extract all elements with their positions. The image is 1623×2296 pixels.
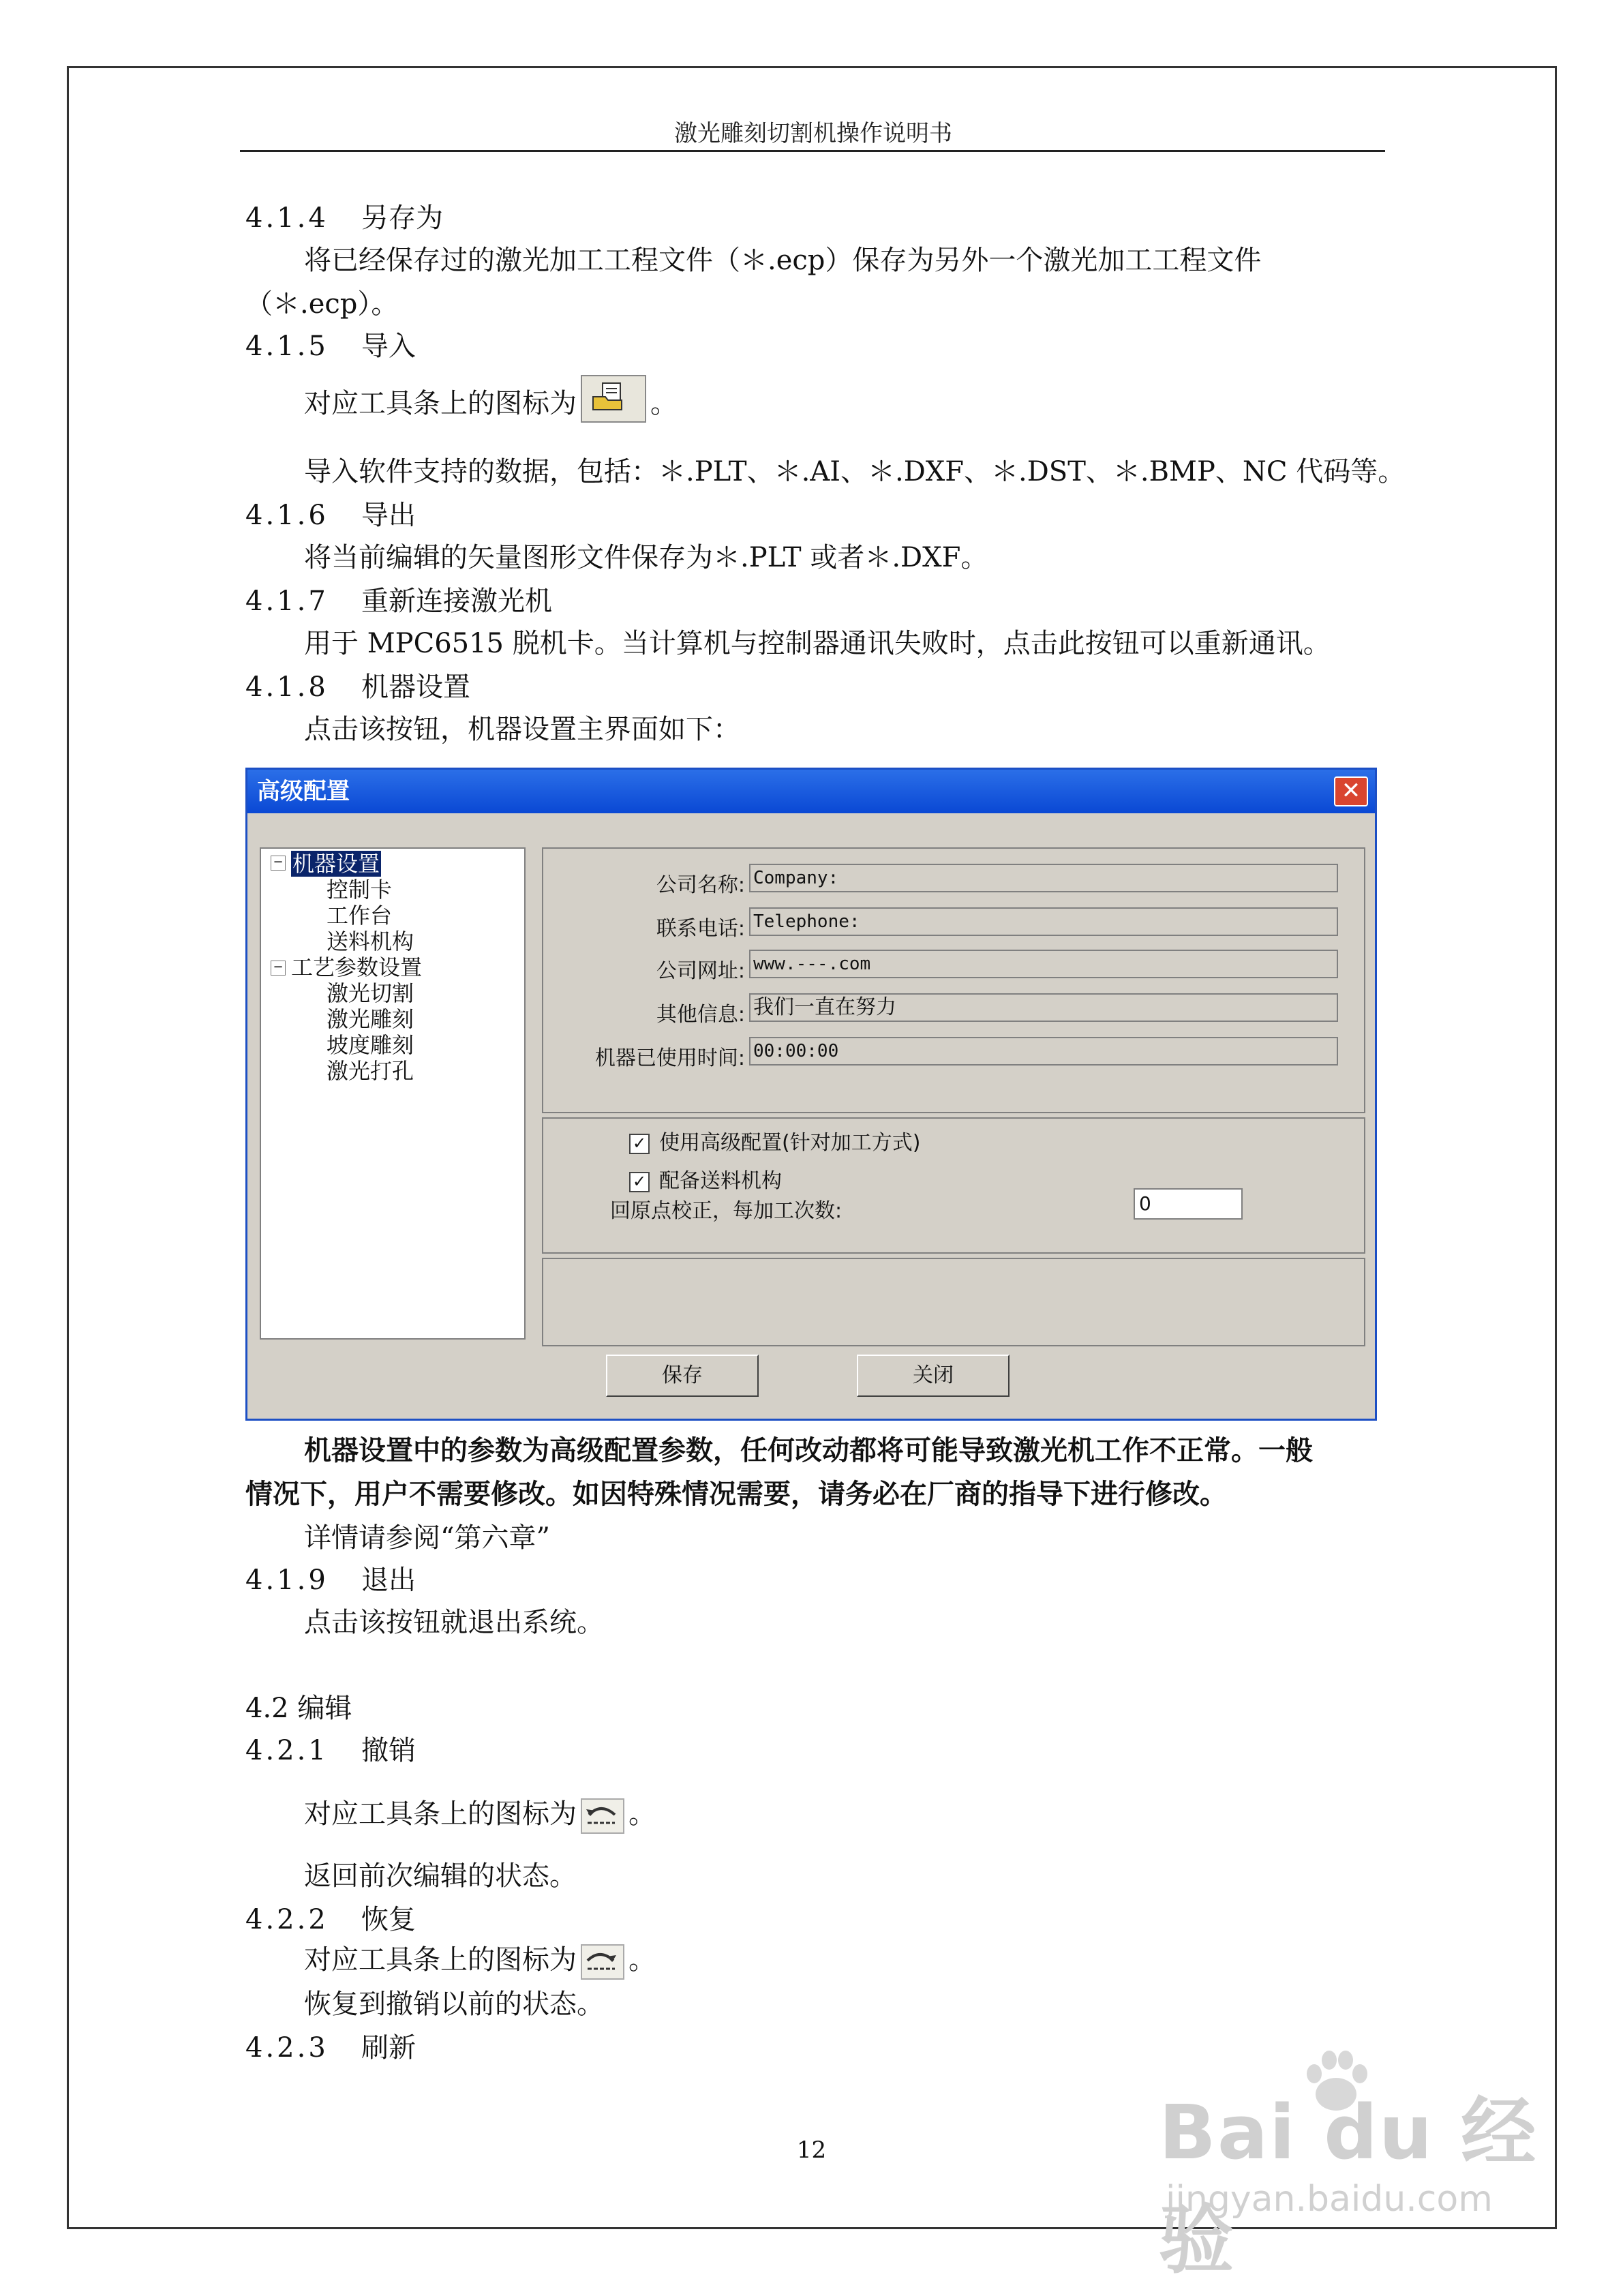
tree-item-control-card[interactable]: 控制卡 bbox=[327, 877, 393, 903]
collapse-icon[interactable]: − bbox=[271, 856, 286, 871]
paragraph-text: 对应工具条上的图标为 bbox=[304, 388, 577, 419]
section-number: 4.2.2 bbox=[245, 1904, 329, 1935]
close-button[interactable]: 关闭 bbox=[857, 1355, 1010, 1397]
section-4-2 bbox=[245, 1695, 352, 1722]
company-name-label: 公司名称: bbox=[656, 873, 745, 897]
paragraph: 点击该按钮，机器设置主界面如下： bbox=[304, 714, 740, 745]
checkbox-mark: ✓ bbox=[629, 1134, 650, 1154]
section-4-1-4 bbox=[245, 202, 443, 234]
icon-paragraph bbox=[304, 1944, 656, 1980]
section-number: 4.1.9 bbox=[245, 1565, 329, 1596]
section-4-2-3 bbox=[245, 2032, 416, 2064]
section-4-1-8 bbox=[245, 671, 470, 703]
paragraph-text: 对应工具条上的图标为 bbox=[304, 1798, 577, 1830]
website-field[interactable]: www.---.com bbox=[749, 950, 1338, 978]
warning-text: 机器设置中的参数为高级配置参数，任何改动都将可能导致激光机工作不正常。一般 bbox=[304, 1434, 1313, 1466]
paragraph-text: 。 bbox=[650, 388, 678, 419]
tree-item-machine-settings[interactable] bbox=[291, 853, 381, 875]
section-4-1-9 bbox=[245, 1567, 416, 1594]
section-title: 刷新 bbox=[361, 2032, 416, 2064]
other-info-label: 其他信息: bbox=[656, 1003, 745, 1027]
usage-time-label: 机器已使用时间: bbox=[594, 1046, 745, 1070]
page-header: 激光雕刻切割机操作说明书 bbox=[674, 120, 952, 147]
tree-item-laser-engraving[interactable]: 激光雕刻 bbox=[327, 1006, 414, 1032]
dialog-title-bar bbox=[247, 770, 1375, 813]
paragraph: 用于 MPC6515 脱机卡。当计算机与控制器通讯失败时，点击此按钮可以重新通讯。 bbox=[304, 628, 1331, 659]
section-number: 4.1.8 bbox=[245, 671, 329, 703]
header-rule bbox=[240, 150, 1385, 152]
paragraph: 导入软件支持的数据，包括：＊.PLT、＊.AI、＊.DXF、＊.DST、＊.BMP、NC 代码等。 bbox=[304, 456, 1406, 487]
paragraph: （＊.ecp）。 bbox=[245, 288, 399, 320]
watermark-logo: Bai du 经验 bbox=[1159, 2089, 1538, 2284]
paragraph-text: 。 bbox=[628, 1798, 656, 1830]
company-name-field[interactable]: Company: bbox=[749, 864, 1338, 892]
icon-paragraph bbox=[304, 1798, 656, 1834]
section-number: 4.2 bbox=[245, 1693, 289, 1724]
tree-item-process-params[interactable]: 工艺参数设置 bbox=[291, 954, 423, 980]
checkbox-label: 配备送料机构 bbox=[659, 1169, 782, 1193]
baidu-watermark bbox=[1152, 2045, 1547, 2284]
phone-label: 联系电话: bbox=[656, 917, 745, 941]
calibration-count-input[interactable]: 0 bbox=[1134, 1188, 1243, 1220]
tree-item-label: 机器设置 bbox=[292, 851, 380, 877]
paragraph-text: 。 bbox=[628, 1944, 656, 1976]
undo-icon bbox=[581, 1798, 624, 1834]
tree-item-laser-cutting[interactable]: 激光切割 bbox=[327, 980, 414, 1006]
empty-panel bbox=[542, 1258, 1365, 1346]
section-title: 退出 bbox=[361, 1565, 416, 1596]
section-title: 编辑 bbox=[297, 1693, 352, 1724]
section-number: 4.2.3 bbox=[245, 2032, 329, 2064]
advanced-config-dialog bbox=[245, 768, 1377, 1421]
section-number: 4.1.5 bbox=[245, 331, 329, 362]
section-number: 4.2.1 bbox=[245, 1735, 329, 1766]
collapse-icon[interactable]: − bbox=[271, 961, 286, 976]
warning-text: 情况下，用户不需要修改。如因特殊情况需要，请务必在厂商的指导下进行修改。 bbox=[245, 1478, 1227, 1510]
other-info-field[interactable]: 我们一直在努力 bbox=[749, 993, 1338, 1022]
paragraph: 返回前次编辑的状态。 bbox=[304, 1860, 577, 1892]
watermark-url: jingyan.baidu.com bbox=[1166, 2179, 1493, 2220]
tree-item-feeder[interactable]: 送料机构 bbox=[327, 928, 414, 954]
section-number: 4.1.4 bbox=[245, 202, 329, 234]
section-number: 4.1.6 bbox=[245, 500, 329, 531]
icon-paragraph bbox=[304, 382, 678, 429]
section-4-1-6 bbox=[245, 502, 416, 529]
tree-item-slope-engraving[interactable]: 坡度雕刻 bbox=[327, 1032, 414, 1058]
dialog-title: 高级配置 bbox=[257, 778, 350, 805]
section-title: 导入 bbox=[361, 331, 416, 362]
section-title: 重新连接激光机 bbox=[361, 586, 552, 617]
tree-item-laser-drilling[interactable]: 激光打孔 bbox=[327, 1058, 414, 1084]
phone-field[interactable]: Telephone: bbox=[749, 907, 1338, 936]
section-4-2-1 bbox=[245, 1737, 416, 1764]
paragraph: 点击该按钮就退出系统。 bbox=[304, 1607, 604, 1638]
section-4-2-2 bbox=[245, 1906, 416, 1933]
section-title: 另存为 bbox=[361, 202, 443, 234]
page-number: 12 bbox=[796, 2136, 827, 2164]
section-title: 导出 bbox=[361, 500, 416, 531]
paragraph: 恢复到撤销以前的状态。 bbox=[304, 1989, 604, 2020]
redo-icon bbox=[581, 1944, 624, 1980]
paragraph: 将当前编辑的矢量图形文件保存为＊.PLT 或者＊.DXF。 bbox=[304, 542, 988, 573]
paragraph: 详情请参阅“第六章” bbox=[304, 1522, 550, 1554]
section-4-1-5 bbox=[245, 333, 416, 360]
tree-item-worktable[interactable]: 工作台 bbox=[327, 903, 393, 928]
section-title: 恢复 bbox=[361, 1904, 416, 1935]
calibration-label: 回原点校正，每加工次数: bbox=[610, 1199, 843, 1223]
website-label: 公司网址: bbox=[656, 959, 745, 983]
close-icon[interactable]: ✕ bbox=[1334, 776, 1368, 806]
advanced-config-checkbox[interactable] bbox=[629, 1126, 920, 1155]
usage-time-field[interactable]: 00:00:00 bbox=[749, 1037, 1338, 1066]
paragraph: 将已经保存过的激光加工工程文件（＊.ecp）保存为另外一个激光加工工程文件 bbox=[304, 245, 1262, 276]
section-title: 机器设置 bbox=[361, 671, 470, 703]
section-4-1-7 bbox=[245, 588, 552, 615]
feeder-checkbox[interactable] bbox=[629, 1164, 782, 1194]
checkbox-mark: ✓ bbox=[629, 1172, 650, 1192]
paragraph-text: 对应工具条上的图标为 bbox=[304, 1944, 577, 1976]
section-title: 撤销 bbox=[361, 1735, 416, 1766]
import-icon bbox=[581, 375, 646, 423]
checkbox-label: 使用高级配置(针对加工方式) bbox=[659, 1131, 921, 1155]
save-button[interactable]: 保存 bbox=[606, 1355, 759, 1397]
settings-tree bbox=[260, 847, 526, 1340]
section-number: 4.1.7 bbox=[245, 586, 329, 617]
